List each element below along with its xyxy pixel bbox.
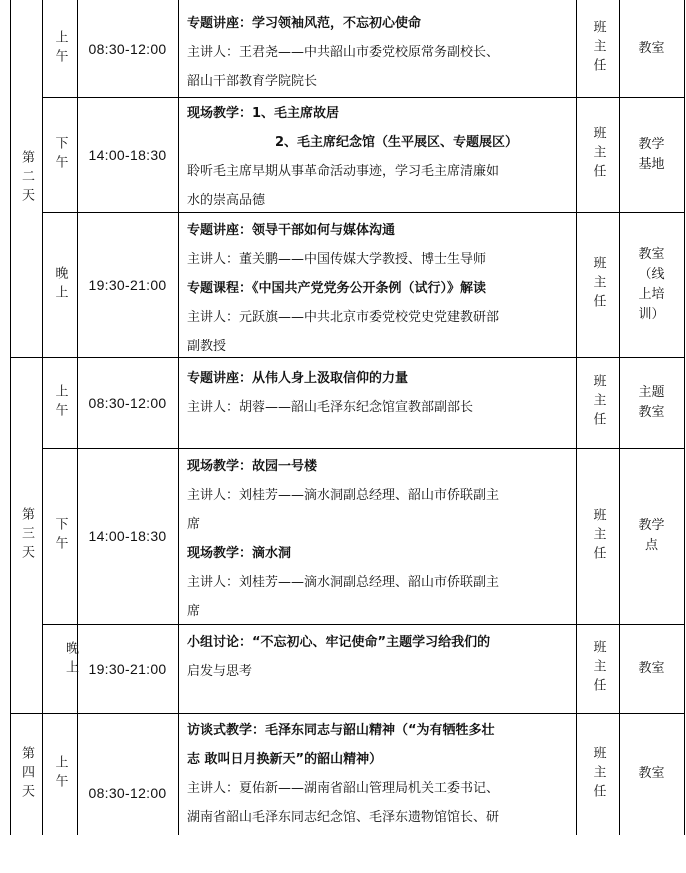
grid-line [684,0,685,835]
content-line: 现场教学：1、毛主席故居 [187,106,340,121]
session-time: 19:30-21:00 [88,276,167,293]
content-line: 专题课程：《中国共产党党务公开条例（试行）》解读 [187,281,487,296]
period-label: 上午 [52,755,68,793]
session-content [187,99,575,215]
session-time: 14:00-18:30 [88,146,167,163]
period-label: 下午 [52,135,68,174]
schedule-table [10,0,685,835]
session-time: 08:30-12:00 [88,40,167,57]
content-line: 主讲人：夏佑新——湖南省韶山管理局机关工委书记、 [187,781,500,796]
location-label: 教学 基地 [638,136,665,172]
content-line: 席 [187,517,201,532]
period-label: 下午 [52,517,68,555]
content-line: 专题讲座：从伟人身上汲取信仰的力量 [187,371,409,386]
session-time: 08:30-12:00 [88,785,167,801]
day-label: 第二天 [19,150,34,207]
content-line: 主讲人：王君尧——中共韶山市委党校原常务副校长、 [187,45,500,60]
period-label: 上午 [52,29,68,68]
session-content [187,628,575,686]
host-label: 班主任 [590,640,606,697]
location-label: 教室 [638,40,665,56]
grid-line [178,0,179,835]
host-label: 班主任 [590,507,606,565]
content-line: 主讲人：胡蓉——韶山毛泽东纪念馆宣教部副部长 [187,400,474,415]
content-line: 2、毛主席纪念馆（生平展区、专题展区） [275,135,519,150]
content-line: 副教授 [187,339,227,354]
day-label: 第三天 [19,506,34,564]
content-line: 主讲人：董关鹏——中国传媒大学教授、博士生导师 [187,252,487,267]
host-label: 班主任 [590,256,606,313]
session-content [187,364,575,422]
host-label: 班主任 [590,20,606,77]
content-line: 现场教学：滴水洞 [187,546,292,561]
content-line: 小组讨论：“不忘初心、牢记使命”主题学习给我们的 [187,635,491,650]
content-line: 湖南省韶山毛泽东同志纪念馆、毛泽东遗物馆馆长、研 [187,810,500,825]
content-line: 志 敢叫日月换新天”的韶山精神） [187,752,383,767]
content-line: 水的崇高品德 [187,193,266,208]
content-line: 启发与思考 [187,664,253,679]
content-line: 主讲人：元跃旗——中共北京市委党校党史党建教研部 [187,310,500,325]
location-label: 教学 点 [638,518,665,553]
period-label: 晚上 [63,641,78,679]
content-line: 韶山干部教育学院院长 [187,74,318,89]
session-content [187,9,575,96]
location-label: 教室 [638,766,665,781]
session-content [187,452,575,626]
day-label: 第四天 [19,745,34,803]
content-line: 主讲人：刘桂芳——滴水洞副总经理、韶山市侨联副主 [187,488,500,503]
content-line: 主讲人：刘桂芳——滴水洞副总经理、韶山市侨联副主 [187,575,500,590]
session-time: 08:30-12:00 [88,394,167,411]
content-line: 聆听毛主席早期从事革命活动事迹，学习毛主席清廉如 [187,164,500,179]
host-label: 班主任 [590,745,606,803]
content-line: 现场教学：故园一号楼 [187,459,318,474]
session-time: 14:00-18:30 [88,528,167,544]
content-line: 专题讲座：学习领袖风范，不忘初心使命 [187,16,422,31]
period-label: 晚上 [52,265,68,304]
host-label: 班主任 [590,126,606,183]
session-content [187,716,575,832]
location-label: 教室 [638,660,665,676]
period-label: 上午 [52,383,68,422]
location-label: 主题 教室 [638,384,665,420]
session-content [187,216,575,361]
session-time: 19:30-21:00 [88,660,167,677]
content-line: 席 [187,604,201,619]
content-line: 访谈式教学：毛泽东同志与韶山精神（“为有牺牲多壮 [187,723,495,738]
host-label: 班主任 [590,374,606,431]
location-label: 教室 （线 上培 训） [638,246,665,322]
content-line: 专题讲座：领导干部如何与媒体沟通 [187,223,396,238]
